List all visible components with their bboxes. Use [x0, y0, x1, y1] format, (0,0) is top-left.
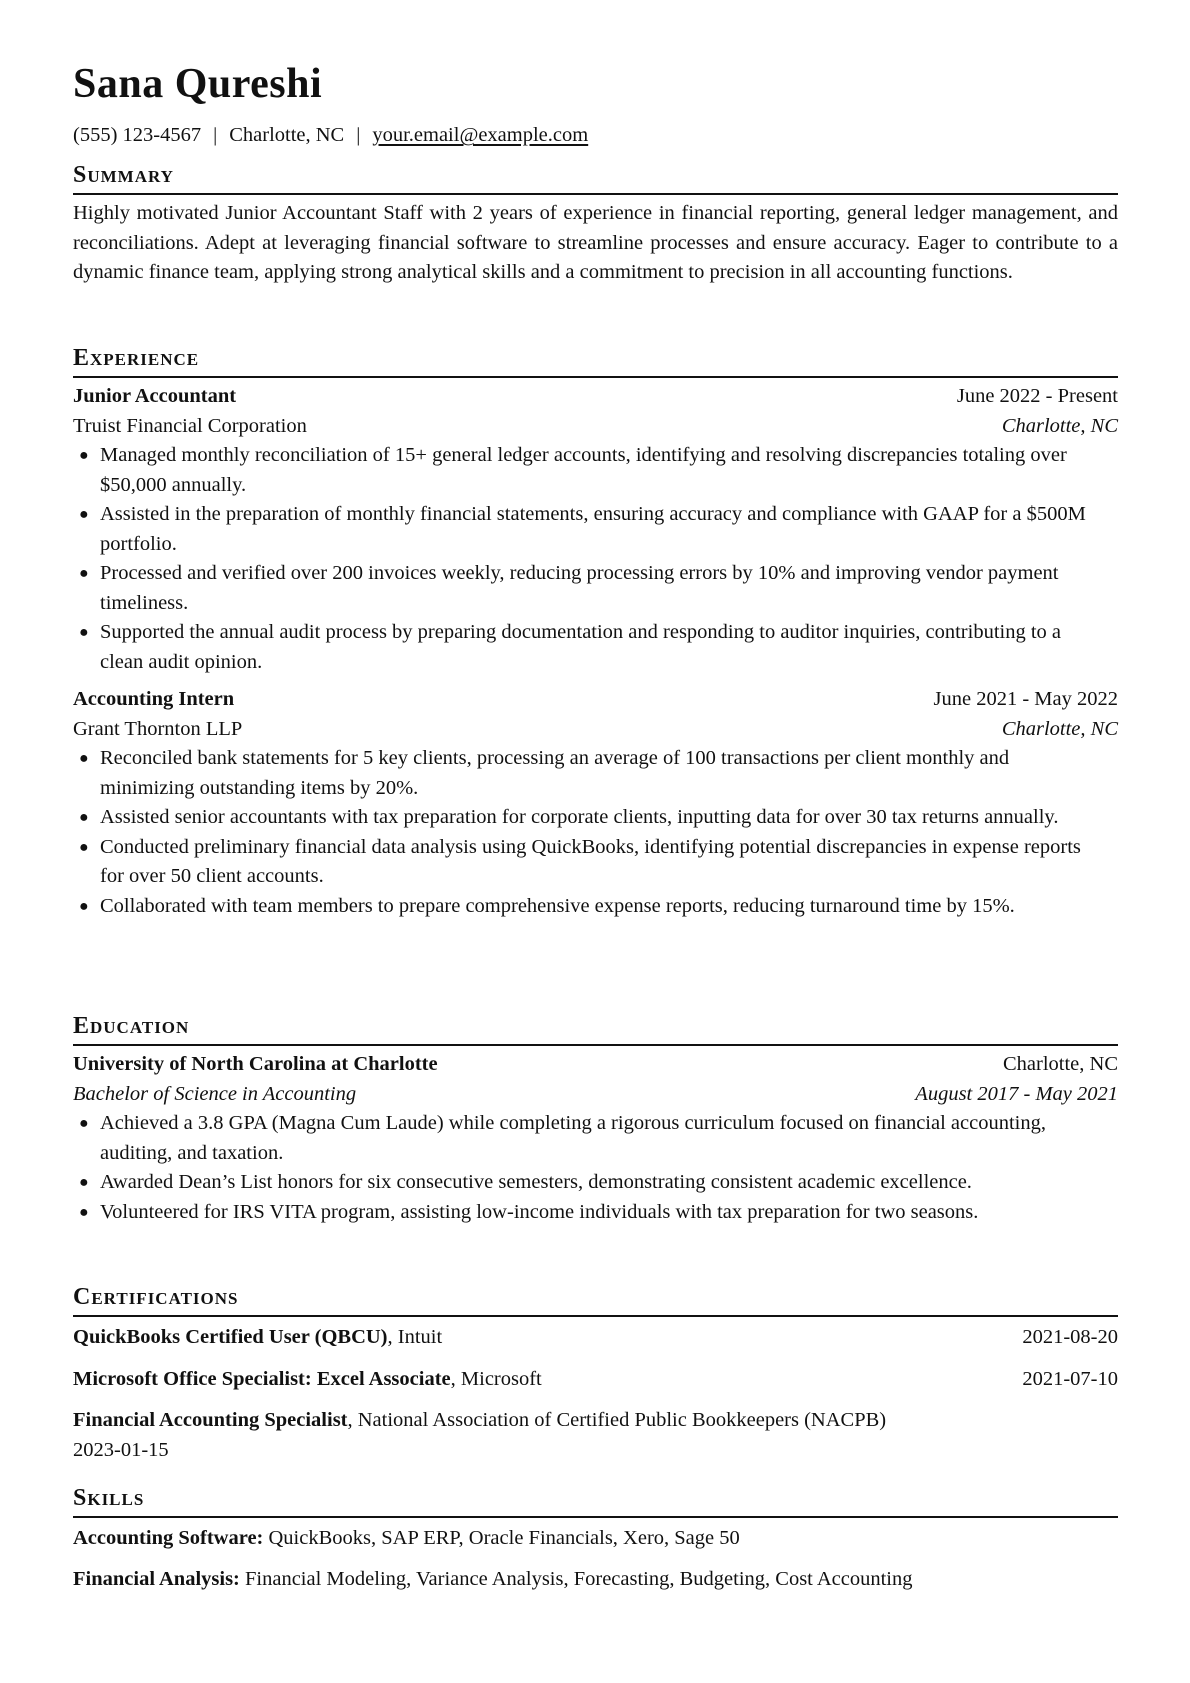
bullet-icon: ● [79, 838, 89, 856]
job-entry [73, 382, 1118, 677]
company-name: Grant Thornton LLP [73, 717, 243, 740]
section-heading-experience: Experience [73, 344, 1118, 378]
summary-text: Highly motivated Junior Accountant Staff with 2 years of experience in financial reporting, general ledger management, and reconciliations. Adept at leveraging financial software to streamline processes and ensure accuracy. Eager to contribute to a dynamic finance team, applying strong analytical skills and a commitment to precision in all accounting functions. [73, 202, 1118, 283]
certification-issuer: , Intuit [387, 1326, 443, 1348]
certification-date: 2021-07-10 [1022, 1367, 1118, 1390]
certifications-section [73, 1283, 1118, 1465]
bullet-icon: ● [79, 1115, 89, 1132]
certification-item [73, 1323, 1118, 1353]
list-item: ● Awarded Dean’s List honors for six consecutive semesters, demonstrating consistent academic excellence. [73, 1168, 1118, 1198]
job-dates: June 2021 - May 2022 [933, 688, 1118, 710]
bullet-icon: ● [79, 1174, 89, 1191]
certification-item [73, 1365, 1118, 1395]
bullet-icon: ● [79, 624, 89, 641]
skill-values: QuickBooks, SAP ERP, Oracle Financials, Xero, Sage 50 [263, 1527, 740, 1549]
skill-values: Financial Modeling, Variance Analysis, Forecasting, Budgeting, Cost Accounting [239, 1567, 913, 1590]
education-dates: August 2017 - May 2021 [915, 1082, 1118, 1105]
skill-row [73, 1565, 1118, 1595]
bullet-icon: ● [79, 506, 89, 523]
bullet-icon: ● [79, 750, 89, 767]
list-item: ● Assisted senior accountants with tax preparation for corporate clients, inputting data for over 30 tax returns annually. [73, 803, 1118, 833]
list-item: ● Processed and verified over 200 invoices weekly, reducing processing errors by 10% and improving vendor payment timeliness. [73, 559, 1118, 618]
candidate-name: Sana Qureshi [73, 61, 323, 107]
location: Charlotte, NC [229, 124, 345, 146]
bullet-icon: ● [79, 809, 89, 826]
school-name: University of North Carolina at Charlotte [73, 1053, 438, 1075]
certification-date: 2021-08-20 [1022, 1326, 1118, 1348]
contact-line [73, 121, 588, 149]
bullet-icon: ● [79, 1203, 89, 1221]
education-bullets [73, 1109, 1118, 1227]
bullet-icon: ● [79, 565, 89, 582]
bullet-icon: ● [79, 447, 89, 464]
contact-separator: | [213, 124, 218, 146]
certification-date: 2023-01-15 [73, 1438, 169, 1461]
list-item: ● Conducted preliminary financial data analysis using QuickBooks, identifying potential discrepancies in expense reports for over 50 client accounts. [73, 833, 1118, 892]
job-title: Accounting Intern [73, 688, 235, 710]
skills-section [73, 1484, 1118, 1594]
skill-row [73, 1524, 1118, 1554]
education-section [73, 1012, 1118, 1227]
certification-item [73, 1406, 1118, 1465]
certification-name: Microsoft Office Specialist: Excel Associate [73, 1367, 451, 1390]
job-bullets [73, 744, 1118, 921]
list-item: ● Collaborated with team members to prepare comprehensive expense reports, reducing turnaround time by 15%. [73, 892, 1118, 922]
certification-issuer: , National Association of Certified Public Bookkeepers (NACPB) [347, 1409, 887, 1431]
job-bullets [73, 441, 1118, 677]
certification-issuer: , Microsoft [450, 1367, 542, 1390]
certification-name: Financial Accounting Specialist [73, 1409, 348, 1431]
skill-category: Accounting Software: [73, 1527, 264, 1549]
job-entry [73, 685, 1118, 921]
email-link[interactable]: your.email@example.com [372, 124, 589, 146]
section-heading-skills: Skills [73, 1484, 1118, 1518]
experience-section [73, 344, 1118, 921]
bullet-icon: ● [79, 897, 89, 915]
list-item: ● Reconciled bank statements for 5 key clients, processing an average of 100 transactions per client monthly and minimizing outstanding items by 20%. [73, 744, 1118, 803]
job-location: Charlotte, NC [1001, 717, 1118, 740]
company-name: Truist Financial Corporation [73, 414, 307, 437]
certification-name: QuickBooks Certified User (QBCU) [73, 1326, 388, 1348]
section-heading-education: Education [73, 1012, 1118, 1046]
summary-section [73, 161, 1118, 288]
list-item: ● Supported the annual audit process by preparing documentation and responding to auditor inquiries, contributing to a clean audit opinion. [73, 618, 1118, 677]
list-item: ● Achieved a 3.8 GPA (Magna Cum Laude) while completing a rigorous curriculum focused on financial accounting, auditing, and taxation. [73, 1109, 1118, 1168]
section-heading-summary: Summary [73, 161, 1118, 195]
phone-number: (555) 123-4567 [73, 124, 202, 146]
education-entry [73, 1050, 1118, 1227]
section-heading-certifications: Certifications [73, 1283, 1118, 1317]
list-item: ● Assisted in the preparation of monthly financial statements, ensuring accuracy and compliance with GAAP for a $500M portfolio. [73, 500, 1118, 559]
list-item: ● Managed monthly reconciliation of 15+ general ledger accounts, identifying and resolving discrepancies totaling over $50,000 annually. [73, 441, 1118, 500]
job-title: Junior Accountant [73, 385, 237, 407]
degree: Bachelor of Science in Accounting [73, 1082, 357, 1105]
school-location: Charlotte, NC [1002, 1053, 1118, 1075]
job-dates: June 2022 - Present [956, 385, 1118, 407]
contact-separator: | [356, 124, 361, 146]
list-item: ● Volunteered for IRS VITA program, assisting low-income individuals with tax preparation for two seasons. [73, 1198, 1118, 1228]
skill-category: Financial Analysis: [73, 1567, 240, 1590]
job-location: Charlotte, NC [1001, 414, 1118, 437]
